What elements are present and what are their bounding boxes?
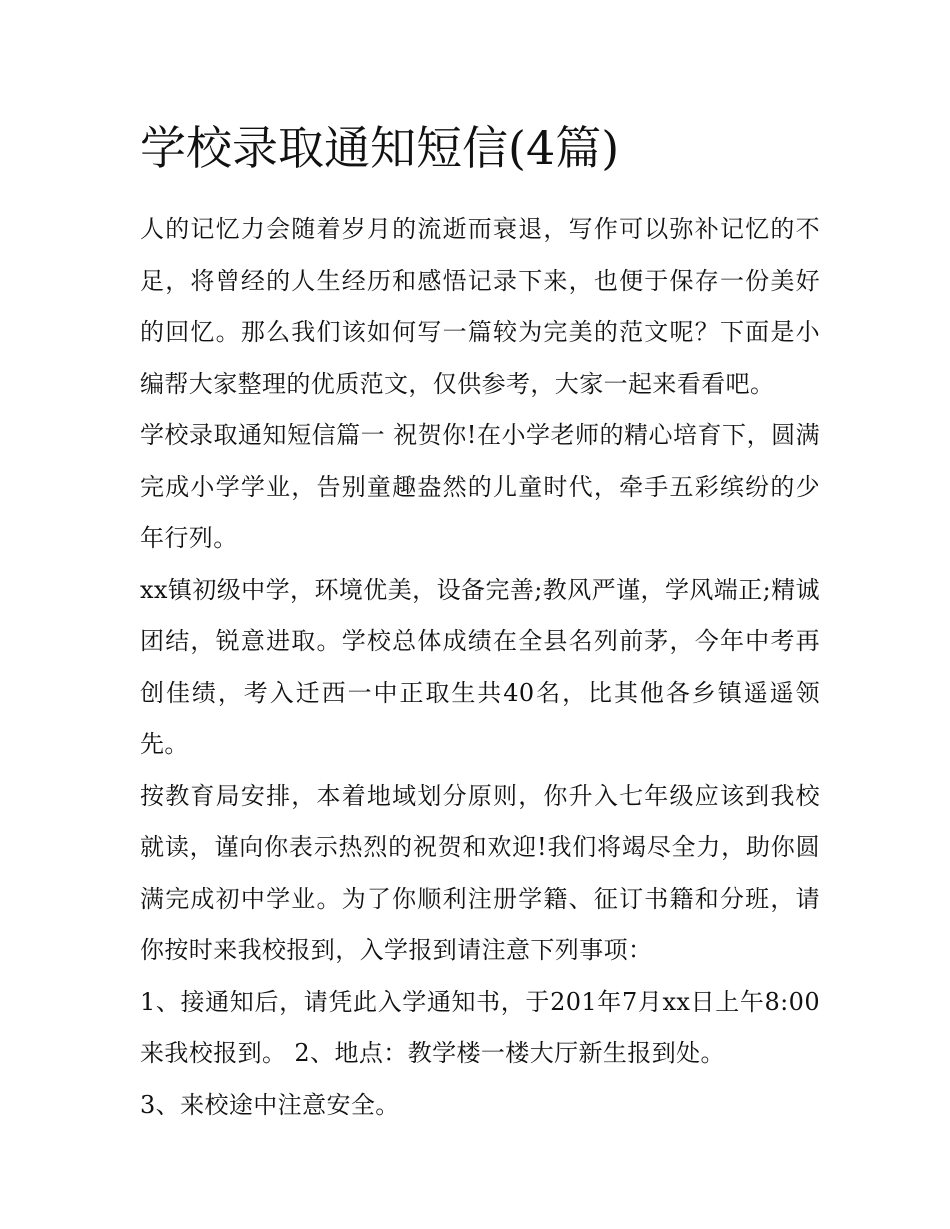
paragraph-item-3: 3、来校途中注意安全。 xyxy=(140,1090,400,1119)
paragraph-school-intro: xx镇初级中学，环境优美，设备完善;教风严谨，学风端正;精诚团结，锐意进取。学校总体成绩在全县名列前茅，今年中考再创佳绩，考入迁西一中正取生共40名，比其他各乡镇遥遥领先。 xyxy=(140,575,820,758)
document-title: 学校录取通知短信(4篇) xyxy=(140,121,620,175)
paragraph-intro: 人的记忆力会随着岁月的流逝而衰退，写作可以弥补记忆的不足，将曾经的人生经历和感悟记录下来，也便于保存一份美好的回忆。那么我们该如何写一篇较为完美的范文呢？下面是小编帮大家整理的优质范文，仅供参考，大家一起来看看吧。 xyxy=(140,215,820,398)
paragraph-congratulation: 学校录取通知短信篇一 祝贺你!在小学老师的精心培育下，圆满完成小学学业，告别童趣盎然的儿童时代，牵手五彩缤纷的少年行列。 xyxy=(140,421,820,552)
paragraph-item-1-2: 1、接通知后，请凭此入学通知书，于201年7月xx日上午8:00来我校报到。 2、地点：教学楼一楼大厅新生报到处。 xyxy=(140,987,820,1067)
document-content xyxy=(140,112,820,1131)
paragraph-enrollment: 按教育局安排，本着地域划分原则，你升入七年级应该到我校就读，谨向你表示热烈的祝贺和欢迎!我们将竭尽全力，助你圆满完成初中学业。为了你顺利注册学籍、征订书籍和分班，请你按时来我校报到，入学报到请注意下列事项： xyxy=(140,781,820,964)
